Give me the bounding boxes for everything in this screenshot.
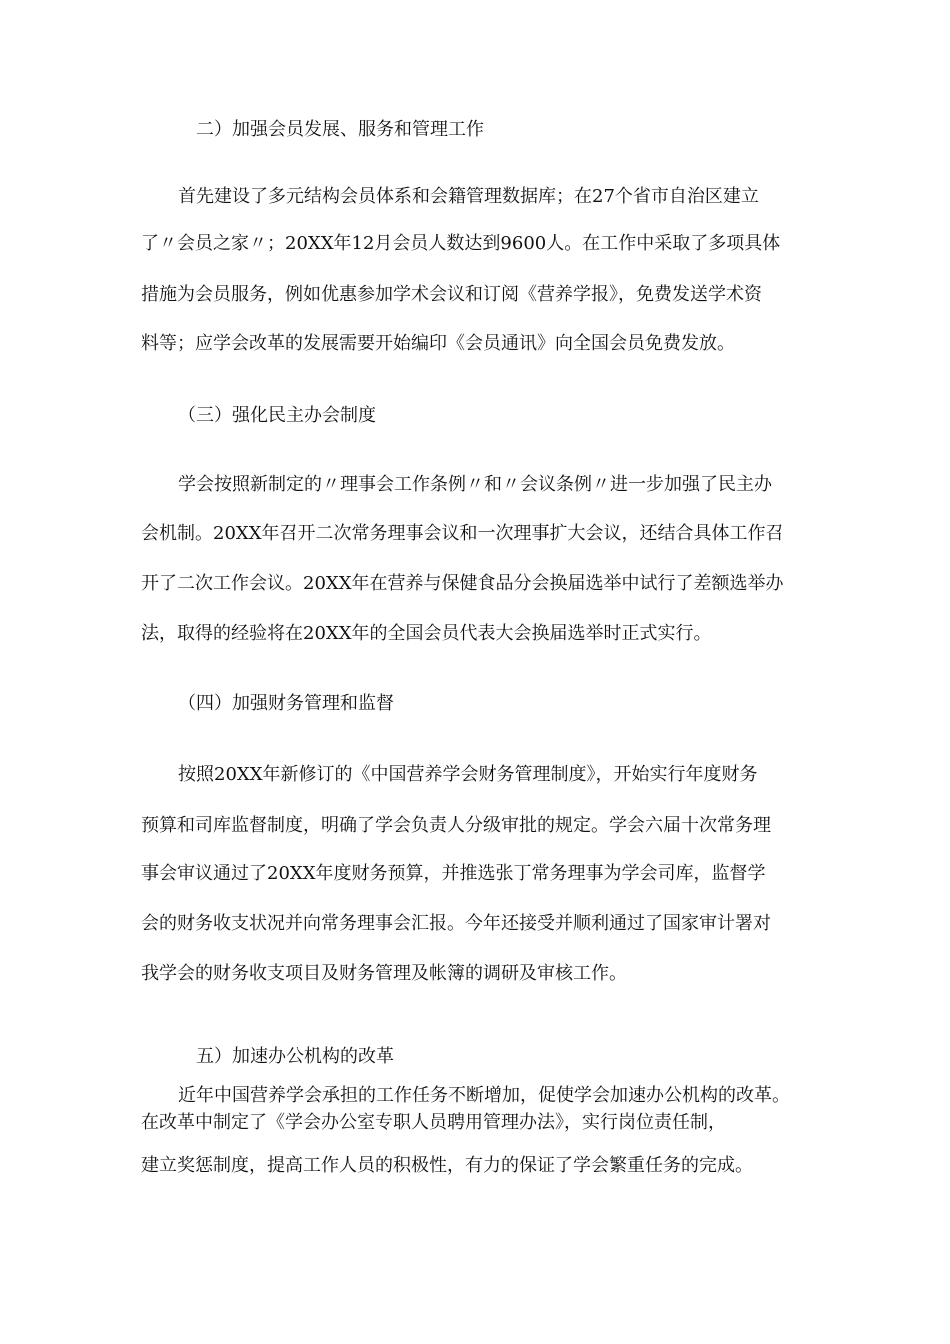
paragraph-line: 法，取得的经验将在20XX年的全国会员代表大会换届选举时正式实行。 [141,623,712,644]
paragraph-line: 事会审议通过了20XX年度财务预算，并推选张丁常务理事为学会司库，监督学 [141,863,766,884]
paragraph-line: 措施为会员服务，例如优惠参加学术会议和订阅《营养学报》，免费发送学术资 [141,284,762,305]
section-heading: 五）加速办公机构的改革 [196,1046,394,1067]
section-heading: （四）加强财务管理和监督 [178,693,394,714]
paragraph-line: 我学会的财务收支项目及财务管理及帐簿的调研及审核工作。 [141,963,627,984]
paragraph-line: 会机制。20XX年召开二次常务理事会议和一次理事扩大会议，还结合具体工作召 [141,523,784,544]
paragraph-line: 首先建设了多元结构会员体系和会籍管理数据库；在27个省市自治区建立 [178,186,759,207]
paragraph-line: 学会按照新制定的〃理事会工作条例〃和〃会议条例〃进一步加强了民主办 [178,474,772,495]
paragraph-line: 近年中国营养学会承担的工作任务不断增加，促使学会加速办公机构的改革。 [178,1085,790,1106]
paragraph-line: 会的财务收支状况并向常务理事会汇报。今年还接受并顺利通过了国家审计署对 [141,913,771,934]
paragraph-line: 建立奖惩制度，提高工作人员的积极性，有力的保证了学会繁重任务的完成。 [141,1155,753,1176]
paragraph-line: 开了二次工作会议。20XX年在营养与保健食品分会换届选举中试行了差额选举办 [141,573,784,594]
paragraph-line: 料等；应学会改革的发展需要开始编印《会员通讯》向全国会员免费发放。 [141,333,735,354]
paragraph-line: 在改革中制定了《学会办公室专职人员聘用管理办法》，实行岗位责任制， [141,1112,726,1133]
paragraph-line: 了〃会员之家〃；20XX年12月会员人数达到9600人。在工作中采取了多项具体 [141,233,781,254]
section-heading: （三）强化民主办会制度 [178,405,376,426]
section-heading: 二）加强会员发展、服务和管理工作 [196,119,484,140]
paragraph-line: 按照20XX年新修订的《中国营养学会财务管理制度》，开始实行年度财务 [178,764,758,785]
paragraph-line: 预算和司库监督制度，明确了学会负责人分级审批的规定。学会六届十次常务理 [141,815,771,836]
